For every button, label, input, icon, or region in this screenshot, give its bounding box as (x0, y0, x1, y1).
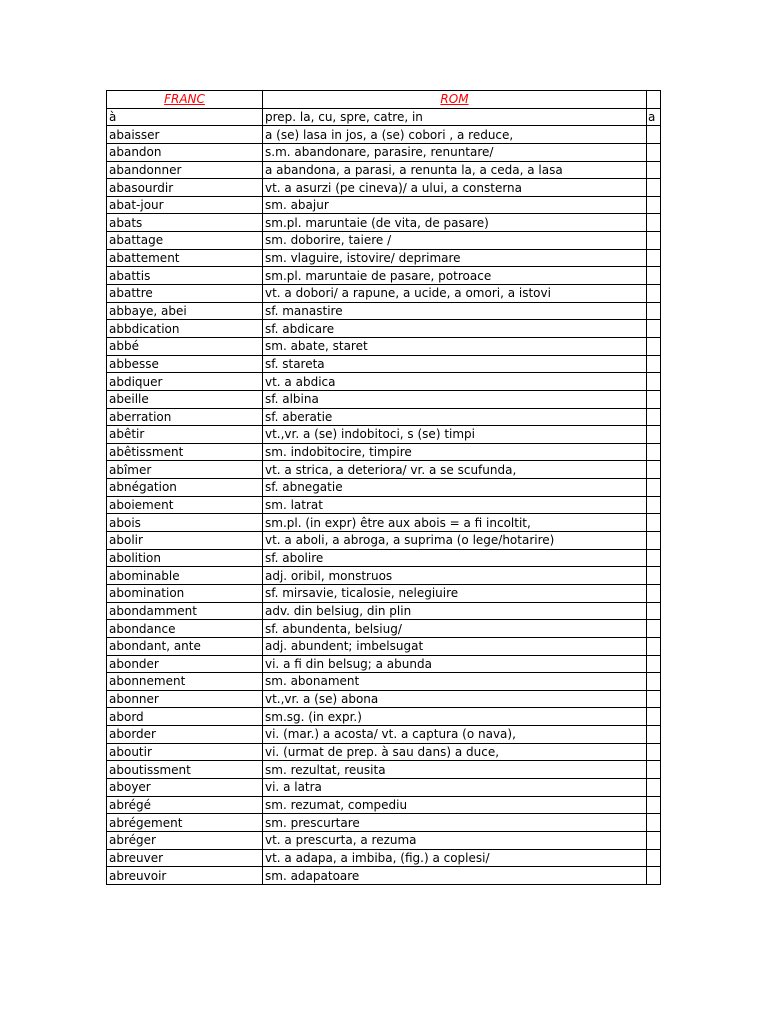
table-row (107, 814, 661, 832)
cell-extra (647, 796, 661, 814)
table-row (107, 867, 661, 885)
table-row (107, 549, 661, 567)
cell-romanian-translation: vi. a latra (263, 778, 647, 796)
cell-french-word: abbesse (107, 355, 263, 373)
cell-extra (647, 778, 661, 796)
cell-extra (647, 567, 661, 585)
cell-extra (647, 267, 661, 285)
table-row (107, 337, 661, 355)
cell-french-word: abréger (107, 831, 263, 849)
table-row (107, 620, 661, 638)
cell-extra (647, 249, 661, 267)
cell-extra (647, 214, 661, 232)
cell-extra (647, 726, 661, 744)
table-row (107, 849, 661, 867)
cell-french-word: abat-jour (107, 196, 263, 214)
table-row (107, 690, 661, 708)
table-row (107, 443, 661, 461)
cell-romanian-translation: sf. abdicare (263, 320, 647, 338)
table-row (107, 567, 661, 585)
cell-extra (647, 584, 661, 602)
cell-extra (647, 355, 661, 373)
table-row (107, 726, 661, 744)
cell-extra (647, 602, 661, 620)
cell-extra (647, 496, 661, 514)
cell-romanian-translation: sf. albina (263, 390, 647, 408)
table-row (107, 214, 661, 232)
cell-romanian-translation: sm. indobitocire, timpire (263, 443, 647, 461)
table-row (107, 708, 661, 726)
cell-romanian-translation: vt. a adapa, a imbiba, (fig.) a coplesi/ (263, 849, 647, 867)
cell-french-word: abnégation (107, 479, 263, 497)
cell-french-word: abreuver (107, 849, 263, 867)
table-row (107, 514, 661, 532)
table-body (107, 108, 661, 884)
cell-french-word: abattre (107, 285, 263, 303)
cell-romanian-translation: vt.,vr. a (se) abona (263, 690, 647, 708)
cell-extra (647, 143, 661, 161)
cell-romanian-translation: vt. a prescurta, a rezuma (263, 831, 647, 849)
cell-french-word: abord (107, 708, 263, 726)
cell-extra (647, 426, 661, 444)
cell-romanian-translation: adj. abundent; imbelsugat (263, 637, 647, 655)
table-row (107, 302, 661, 320)
table-row (107, 831, 661, 849)
cell-romanian-translation: vt. a dobori/ a rapune, a ucide, a omori, a istovi (263, 285, 647, 303)
cell-romanian-translation: sm. rezumat, compediu (263, 796, 647, 814)
cell-romanian-translation: sf. abnegatie (263, 479, 647, 497)
cell-french-word: abois (107, 514, 263, 532)
table-row (107, 179, 661, 197)
header-franc: FRANC (107, 91, 263, 109)
cell-romanian-translation: a abandona, a parasi, a renunta la, a ceda, a lasa (263, 161, 647, 179)
cell-extra (647, 232, 661, 250)
table-row (107, 161, 661, 179)
table-row (107, 479, 661, 497)
cell-extra (647, 285, 661, 303)
cell-extra (647, 302, 661, 320)
table-row (107, 532, 661, 550)
cell-romanian-translation: adv. din belsiug, din plin (263, 602, 647, 620)
cell-french-word: aboyer (107, 778, 263, 796)
table-row (107, 673, 661, 691)
cell-extra (647, 196, 661, 214)
cell-extra (647, 761, 661, 779)
table-row (107, 584, 661, 602)
cell-romanian-translation: sm. doborire, taiere / (263, 232, 647, 250)
cell-romanian-translation: vt. a aboli, a abroga, a suprima (o lege/hotarire) (263, 532, 647, 550)
cell-extra (647, 637, 661, 655)
cell-extra (647, 532, 661, 550)
cell-romanian-translation: sm. abate, staret (263, 337, 647, 355)
dictionary-sheet (106, 90, 660, 885)
table-row (107, 655, 661, 673)
cell-french-word: abonnement (107, 673, 263, 691)
cell-extra (647, 831, 661, 849)
cell-extra (647, 179, 661, 197)
table-row (107, 761, 661, 779)
cell-french-word: abasourdir (107, 179, 263, 197)
cell-french-word: abêtir (107, 426, 263, 444)
cell-extra (647, 849, 661, 867)
cell-french-word: abondance (107, 620, 263, 638)
cell-french-word: abolition (107, 549, 263, 567)
table-row (107, 320, 661, 338)
cell-french-word: abandon (107, 143, 263, 161)
cell-french-word: abattage (107, 232, 263, 250)
cell-french-word: aberration (107, 408, 263, 426)
cell-french-word: abdiquer (107, 373, 263, 391)
cell-extra (647, 461, 661, 479)
table-row (107, 602, 661, 620)
cell-extra (647, 390, 661, 408)
cell-extra (647, 867, 661, 885)
table-row (107, 496, 661, 514)
cell-romanian-translation: sm.pl. maruntaie de pasare, potroace (263, 267, 647, 285)
cell-romanian-translation: vt. a strica, a deteriora/ vr. a se scufunda, (263, 461, 647, 479)
cell-romanian-translation: sm. rezultat, reusita (263, 761, 647, 779)
table-row (107, 637, 661, 655)
table-row (107, 461, 661, 479)
table-row (107, 108, 661, 126)
cell-romanian-translation: sf. stareta (263, 355, 647, 373)
cell-extra (647, 514, 661, 532)
cell-extra (647, 479, 661, 497)
dictionary-table (106, 90, 661, 885)
cell-french-word: à (107, 108, 263, 126)
cell-french-word: abondamment (107, 602, 263, 620)
cell-french-word: aboiement (107, 496, 263, 514)
cell-french-word: abattis (107, 267, 263, 285)
cell-romanian-translation: sf. mirsavie, ticalosie, nelegiuire (263, 584, 647, 602)
table-row (107, 267, 661, 285)
cell-extra (647, 690, 661, 708)
cell-french-word: aboutissment (107, 761, 263, 779)
table-row (107, 232, 661, 250)
cell-romanian-translation: vt. a abdica (263, 373, 647, 391)
cell-french-word: abbé (107, 337, 263, 355)
cell-french-word: abomination (107, 584, 263, 602)
cell-romanian-translation: sf. abundenta, belsiug/ (263, 620, 647, 638)
cell-romanian-translation: vi. (mar.) a acosta/ vt. a captura (o nava), (263, 726, 647, 744)
table-row (107, 743, 661, 761)
cell-romanian-translation: sm. vlaguire, istovire/ deprimare (263, 249, 647, 267)
cell-romanian-translation: sf. manastire (263, 302, 647, 320)
cell-extra (647, 126, 661, 144)
cell-romanian-translation: sf. abolire (263, 549, 647, 567)
cell-romanian-translation: sm.pl. maruntaie (de vita, de pasare) (263, 214, 647, 232)
cell-french-word: abreuvoir (107, 867, 263, 885)
cell-french-word: abonner (107, 690, 263, 708)
cell-french-word: abbaye, abei (107, 302, 263, 320)
cell-french-word: aboutir (107, 743, 263, 761)
cell-extra: a (647, 108, 661, 126)
cell-french-word: abeille (107, 390, 263, 408)
table-row (107, 426, 661, 444)
header-extra (647, 91, 661, 109)
cell-extra (647, 673, 661, 691)
cell-extra (647, 443, 661, 461)
cell-extra (647, 655, 661, 673)
cell-romanian-translation: sm. abajur (263, 196, 647, 214)
table-row (107, 796, 661, 814)
cell-french-word: aborder (107, 726, 263, 744)
cell-french-word: abîmer (107, 461, 263, 479)
table-row (107, 778, 661, 796)
cell-extra (647, 620, 661, 638)
header-row (107, 91, 661, 109)
cell-french-word: abrégement (107, 814, 263, 832)
cell-romanian-translation: sm. latrat (263, 496, 647, 514)
table-row (107, 196, 661, 214)
table-row (107, 249, 661, 267)
cell-extra (647, 337, 661, 355)
cell-romanian-translation: sm. adapatoare (263, 867, 647, 885)
table-row (107, 408, 661, 426)
cell-french-word: abominable (107, 567, 263, 585)
cell-romanian-translation: a (se) lasa in jos, a (se) cobori , a reduce, (263, 126, 647, 144)
cell-french-word: abrégé (107, 796, 263, 814)
table-row (107, 390, 661, 408)
cell-romanian-translation: sm.sg. (in expr.) (263, 708, 647, 726)
cell-romanian-translation: vt.,vr. a (se) indobitoci, s (se) timpi (263, 426, 647, 444)
table-row (107, 126, 661, 144)
cell-romanian-translation: vi. (urmat de prep. à sau dans) a duce, (263, 743, 647, 761)
table-row (107, 373, 661, 391)
cell-romanian-translation: sm. prescurtare (263, 814, 647, 832)
cell-romanian-translation: prep. la, cu, spre, catre, in (263, 108, 647, 126)
cell-french-word: abonder (107, 655, 263, 673)
cell-french-word: abaisser (107, 126, 263, 144)
cell-french-word: abandonner (107, 161, 263, 179)
cell-extra (647, 708, 661, 726)
table-row (107, 355, 661, 373)
cell-romanian-translation: adj. oribil, monstruos (263, 567, 647, 585)
cell-extra (647, 549, 661, 567)
cell-extra (647, 814, 661, 832)
table-row (107, 143, 661, 161)
cell-french-word: abêtissment (107, 443, 263, 461)
cell-extra (647, 743, 661, 761)
cell-extra (647, 408, 661, 426)
cell-extra (647, 161, 661, 179)
cell-french-word: abolir (107, 532, 263, 550)
cell-romanian-translation: vi. a fi din belsug; a abunda (263, 655, 647, 673)
cell-french-word: abattement (107, 249, 263, 267)
cell-romanian-translation: vt. a asurzi (pe cineva)/ a ului, a consterna (263, 179, 647, 197)
cell-extra (647, 373, 661, 391)
cell-extra (647, 320, 661, 338)
cell-romanian-translation: sm. abonament (263, 673, 647, 691)
cell-romanian-translation: sm.pl. (in expr) être aux abois = a fi incoltit, (263, 514, 647, 532)
cell-french-word: abbdication (107, 320, 263, 338)
cell-french-word: abats (107, 214, 263, 232)
cell-romanian-translation: sf. aberatie (263, 408, 647, 426)
cell-french-word: abondant, ante (107, 637, 263, 655)
cell-romanian-translation: s.m. abandonare, parasire, renuntare/ (263, 143, 647, 161)
table-row (107, 285, 661, 303)
header-rom: ROM (263, 91, 647, 109)
